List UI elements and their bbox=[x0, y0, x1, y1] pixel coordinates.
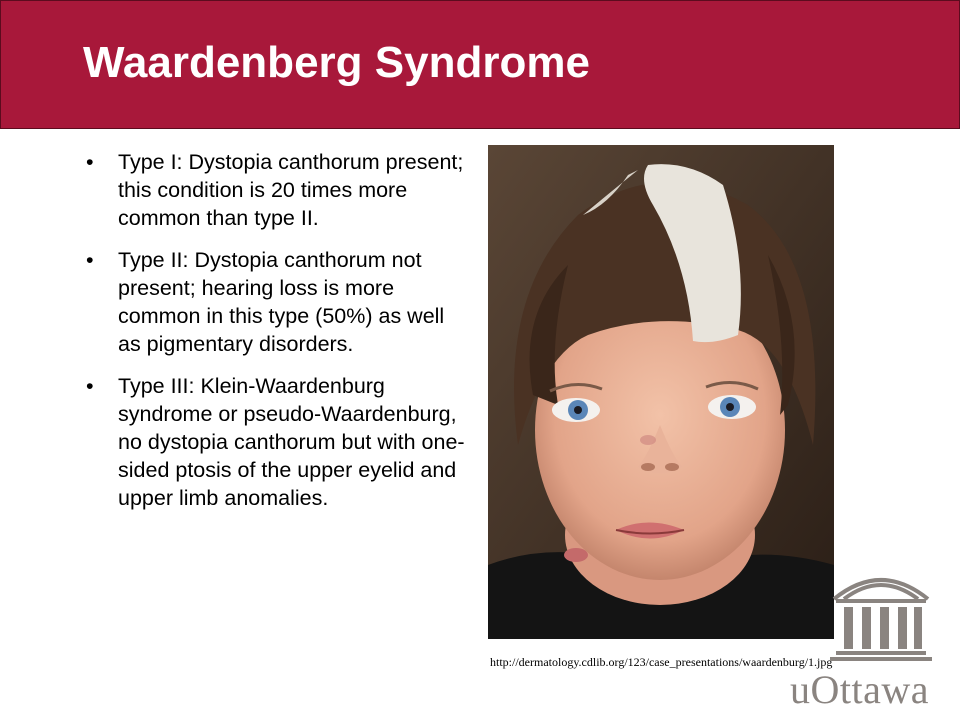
bullet-text: Type III: Klein-Waardenburg syndrome or pseudo-Waardenburg, no dystopia canthorum but with one-sided ptosis of the upper eyelid and upper limb anomalies. bbox=[118, 374, 465, 510]
bullet-item-type-2 bbox=[78, 246, 468, 358]
bullet-text: Type I: Dystopia canthorum present; this condition is 20 times more common than type II. bbox=[118, 150, 464, 230]
bullet-item-type-3 bbox=[78, 372, 468, 512]
child-portrait-illustration bbox=[488, 145, 834, 639]
bullet-item-type-1 bbox=[78, 148, 468, 232]
bullet-list bbox=[78, 148, 468, 526]
bullet-text: Type II: Dystopia canthorum not present; hearing loss is more common in this type (50%) as well as pigmentary disorders. bbox=[118, 248, 445, 356]
bullet-icon: • bbox=[86, 374, 94, 398]
slide-title: Waardenberg Syndrome bbox=[83, 38, 590, 87]
bullet-icon: • bbox=[86, 150, 94, 174]
university-building-icon bbox=[826, 567, 936, 663]
image-source-caption: http://dermatology.cdlib.org/123/case_presentations/waardenburg/1.jpg bbox=[490, 655, 833, 669]
title-bar bbox=[0, 0, 960, 129]
bullet-icon: • bbox=[86, 248, 94, 272]
uottawa-logo: uOttawa bbox=[790, 667, 930, 712]
patient-photo bbox=[488, 145, 834, 639]
